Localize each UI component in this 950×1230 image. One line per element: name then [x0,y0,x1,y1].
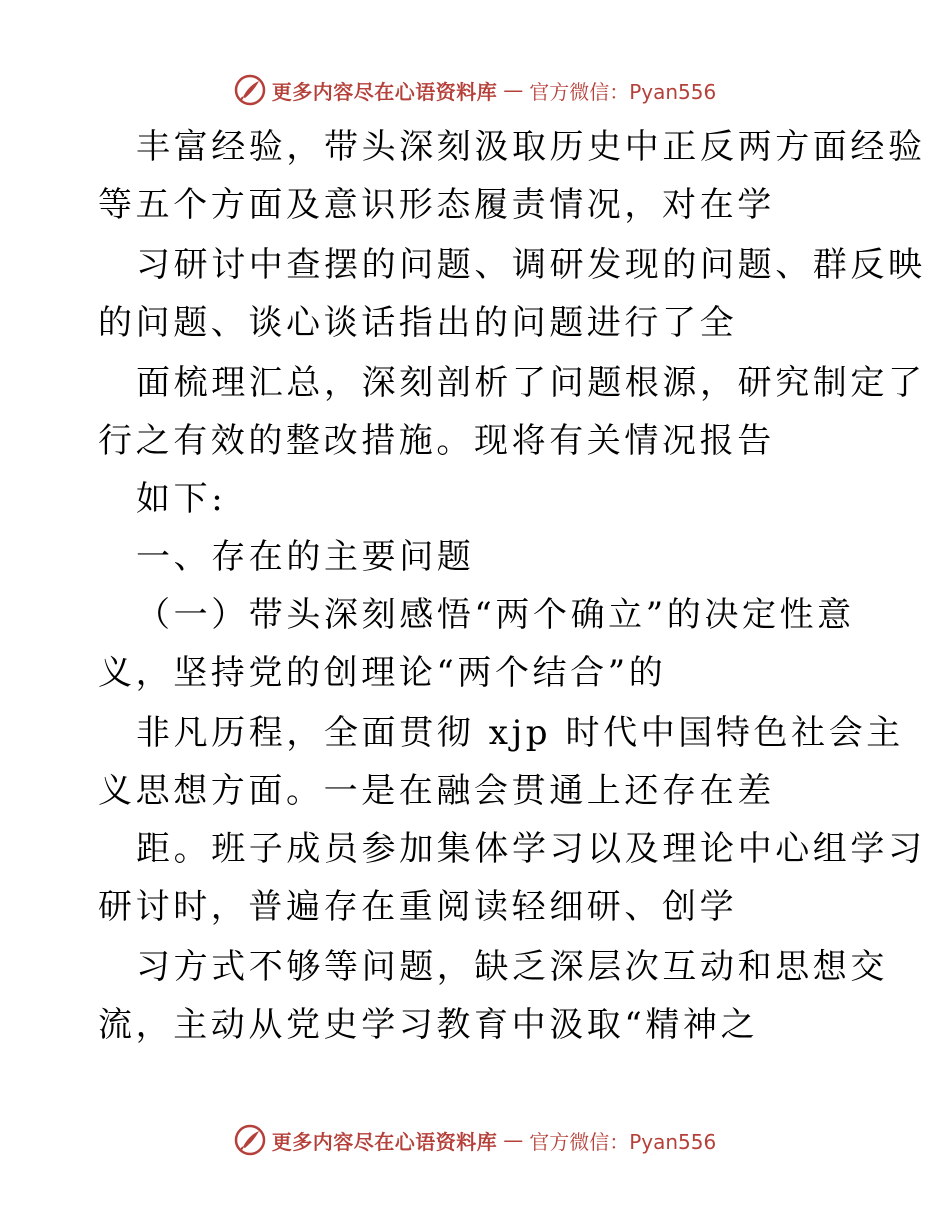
watermark-brand [234,1124,717,1156]
body-line: 行之有效的整改措施。现将有关情况报告 [98,421,775,461]
body-line: 的问题、谈心谈话指出的问题进行了全 [98,303,738,343]
body-line: 如下: [136,479,227,519]
watermark-contact: 官方微信：Pyan556 [529,1129,717,1154]
watermark-dash: — [503,1128,524,1152]
body-line: 义思想方面。一是在融会贯通上还存在差 [98,771,775,811]
section-heading: 一、存在的主要问题 [136,537,475,577]
page-footer-watermark [0,1120,950,1160]
body-line: 研讨时，普遍存在重阅读轻细研、创学 [98,887,738,927]
quill-logo-icon [234,1124,266,1156]
page-header-watermark [0,70,950,110]
body-line: 距。班子成员参加集体学习以及理论中心组学习 [136,829,926,869]
body-line: 面梳理汇总，深刻剖析了问题根源，研究制定了 [136,363,926,403]
watermark-brand [234,74,717,106]
subsection-heading: （一）带头深刻感悟“两个确立”的决定性意 [136,595,855,635]
body-line: 等五个方面及意识形态履责情况，对在学 [98,185,775,225]
body-line: 义，坚持党的创理论“两个结合”的 [98,653,667,693]
body-line: 非凡历程，全面贯彻 xjp 时代中国特色社会主 [136,713,904,753]
body-line: 丰富经验，带头深刻汲取历史中正反两方面经验 [136,127,926,167]
quill-logo-icon [234,74,266,106]
body-line: 习研讨中查摆的问题、调研发现的问题、群反映 [136,245,926,285]
watermark-dash: — [503,78,524,102]
watermark-brand-text: 更多内容尽在心语资料库 [271,79,498,104]
body-line: 流，主动从党史学习教育中汲取“精神之 [98,1005,759,1045]
body-line: 习方式不够等问题，缺乏深层次互动和思想交 [136,947,888,987]
watermark-contact: 官方微信：Pyan556 [529,79,717,104]
watermark-brand-text: 更多内容尽在心语资料库 [271,1129,498,1154]
